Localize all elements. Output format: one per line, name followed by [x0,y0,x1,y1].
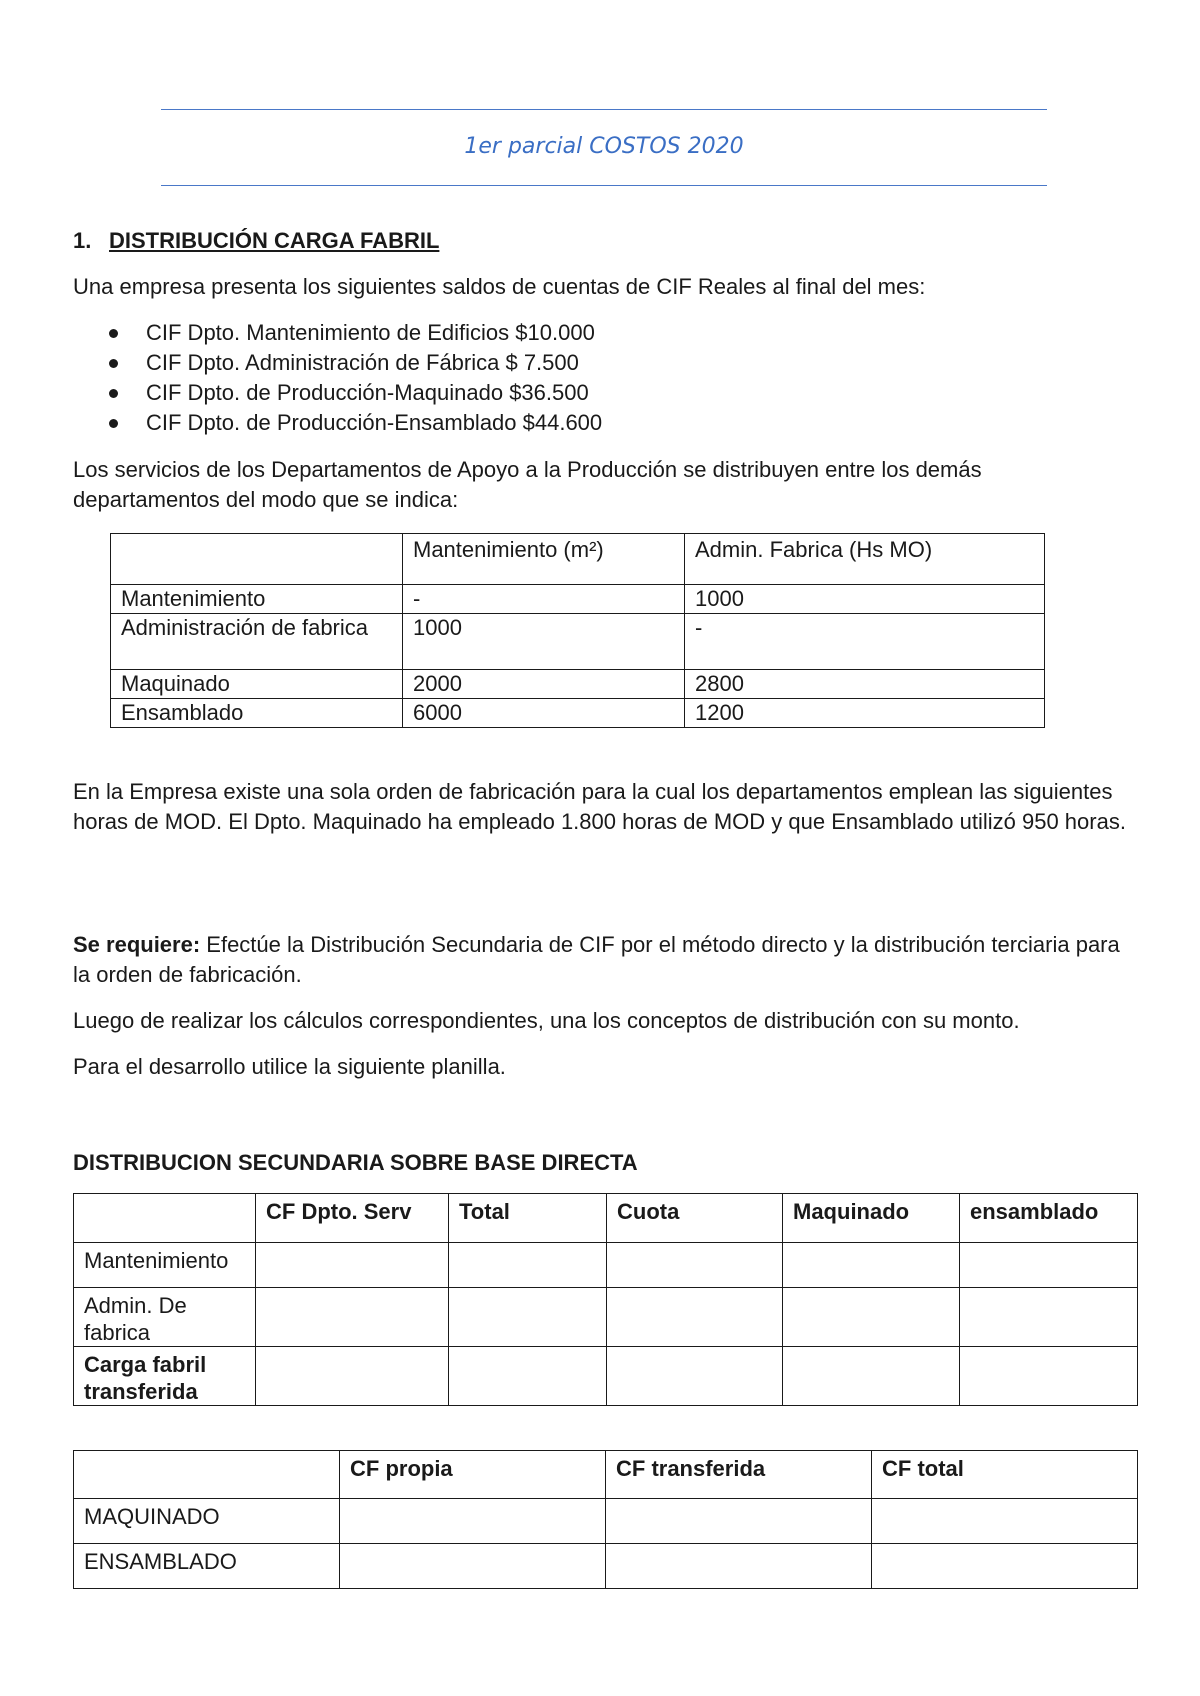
empty-input-cell[interactable] [607,1243,783,1288]
table-row [74,1499,1138,1544]
table-cell: ENSAMBLADO [74,1544,340,1589]
empty-input-cell[interactable] [783,1347,960,1406]
table-cell: - [685,614,1045,670]
table-header-cell: CF total [872,1451,1138,1499]
secondary-distribution-heading: DISTRIBUCION SECUNDARIA SOBRE BASE DIRECTA [73,1150,638,1175]
empty-input-cell[interactable] [606,1544,872,1589]
table-header-cell: Admin. Fabrica (Hs MO) [685,534,1045,585]
table-header-cell: Total [449,1194,607,1243]
empty-input-cell[interactable] [340,1544,606,1589]
list-item: CIF Dpto. de Producción-Ensamblado $44.600 [73,408,602,438]
table-header-cell: Cuota [607,1194,783,1243]
summary-table [73,1450,1138,1589]
table-row [111,614,1045,670]
table-header-cell: CF Dpto. Serv [256,1194,449,1243]
empty-input-cell[interactable] [449,1243,607,1288]
list-item: CIF Dpto. de Producción-Maquinado $36.500 [73,378,602,408]
instruction-paragraph: Luego de realizar los cálculos correspondientes, una los conceptos de distribución con su monto. [73,1008,1020,1033]
intro-paragraph: Una empresa presenta los siguientes saldos de cuentas de CIF Reales al final del mes: [73,274,926,299]
table-cell: Maquinado [111,670,403,699]
distribution-bases-table [110,533,1045,728]
instruction-paragraph: Para el desarrollo utilice la siguiente planilla. [73,1054,506,1079]
order-paragraph: En la Empresa existe una sola orden de fabricación para la cual los departamentos emplean las siguientes horas de MOD. El Dpto. Maquinado ha empleado 1.800 horas de MOD y que Ensamblado utilizó 950 horas. [73,779,1126,834]
table-cell: 1200 [685,699,1045,728]
empty-input-cell[interactable] [607,1347,783,1406]
header-rule-bottom [161,185,1047,186]
document-title: 1er parcial COSTOS 2020 [464,134,744,159]
table-cell: Admin. De fabrica [74,1288,256,1347]
table-header-row [111,534,1045,585]
section-number: 1. [73,228,92,253]
table-row [74,1347,1138,1406]
table-header-row [74,1451,1138,1499]
empty-input-cell[interactable] [872,1544,1138,1589]
header-rule-top [161,109,1047,110]
table-header-cell: Mantenimiento (m²) [403,534,685,585]
services-paragraph: Los servicios de los Departamentos de Apoyo a la Producción se distribuyen entre los demás departamentos del modo que se indica: [73,457,982,512]
empty-input-cell[interactable] [872,1499,1138,1544]
table-row [74,1544,1138,1589]
table-cell: Carga fabril transferida [74,1347,256,1406]
empty-input-cell[interactable] [256,1243,449,1288]
table-cell: Mantenimiento [74,1243,256,1288]
empty-input-cell[interactable] [960,1288,1138,1347]
table-cell: Ensamblado [111,699,403,728]
requirement-text: Efectúe la Distribución Secundaria de CIF por el método directo y la distribución terciaria para la orden de fabricación. [73,932,1120,987]
table-header-cell: CF propia [340,1451,606,1499]
table-cell: 2800 [685,670,1045,699]
table-cell: Mantenimiento [111,585,403,614]
table-cell: Administración de fabrica [111,614,403,670]
table-cell [74,1451,340,1499]
list-item: CIF Dpto. Mantenimiento de Edificios $10.000 [73,318,602,348]
empty-input-cell[interactable] [606,1499,872,1544]
table-row [111,585,1045,614]
empty-input-cell[interactable] [449,1288,607,1347]
table-cell: 1000 [403,614,685,670]
secondary-distribution-table [73,1193,1138,1406]
requirement-paragraph [73,930,1133,990]
empty-input-cell[interactable] [960,1347,1138,1406]
list-item: CIF Dpto. Administración de Fábrica $ 7.500 [73,348,602,378]
empty-input-cell[interactable] [783,1243,960,1288]
table-header-cell: Maquinado [783,1194,960,1243]
requirement-label: Se requiere: [73,932,201,957]
section-heading [73,226,439,256]
empty-input-cell[interactable] [783,1288,960,1347]
empty-input-cell[interactable] [340,1499,606,1544]
table-row [74,1288,1138,1347]
table-cell [111,534,403,585]
section-title: DISTRIBUCIÓN CARGA FABRIL [109,228,440,253]
table-row [111,670,1045,699]
cif-balances-list [73,318,602,438]
table-cell: MAQUINADO [74,1499,340,1544]
empty-input-cell[interactable] [256,1347,449,1406]
table-cell: 2000 [403,670,685,699]
empty-input-cell[interactable] [607,1288,783,1347]
table-cell: 1000 [685,585,1045,614]
table-header-cell: ensamblado [960,1194,1138,1243]
empty-input-cell[interactable] [256,1288,449,1347]
empty-input-cell[interactable] [960,1243,1138,1288]
table-header-cell: CF transferida [606,1451,872,1499]
table-header-row [74,1194,1138,1243]
table-row [74,1243,1138,1288]
table-cell: - [403,585,685,614]
table-cell [74,1194,256,1243]
empty-input-cell[interactable] [449,1347,607,1406]
table-row [111,699,1045,728]
table-cell: 6000 [403,699,685,728]
